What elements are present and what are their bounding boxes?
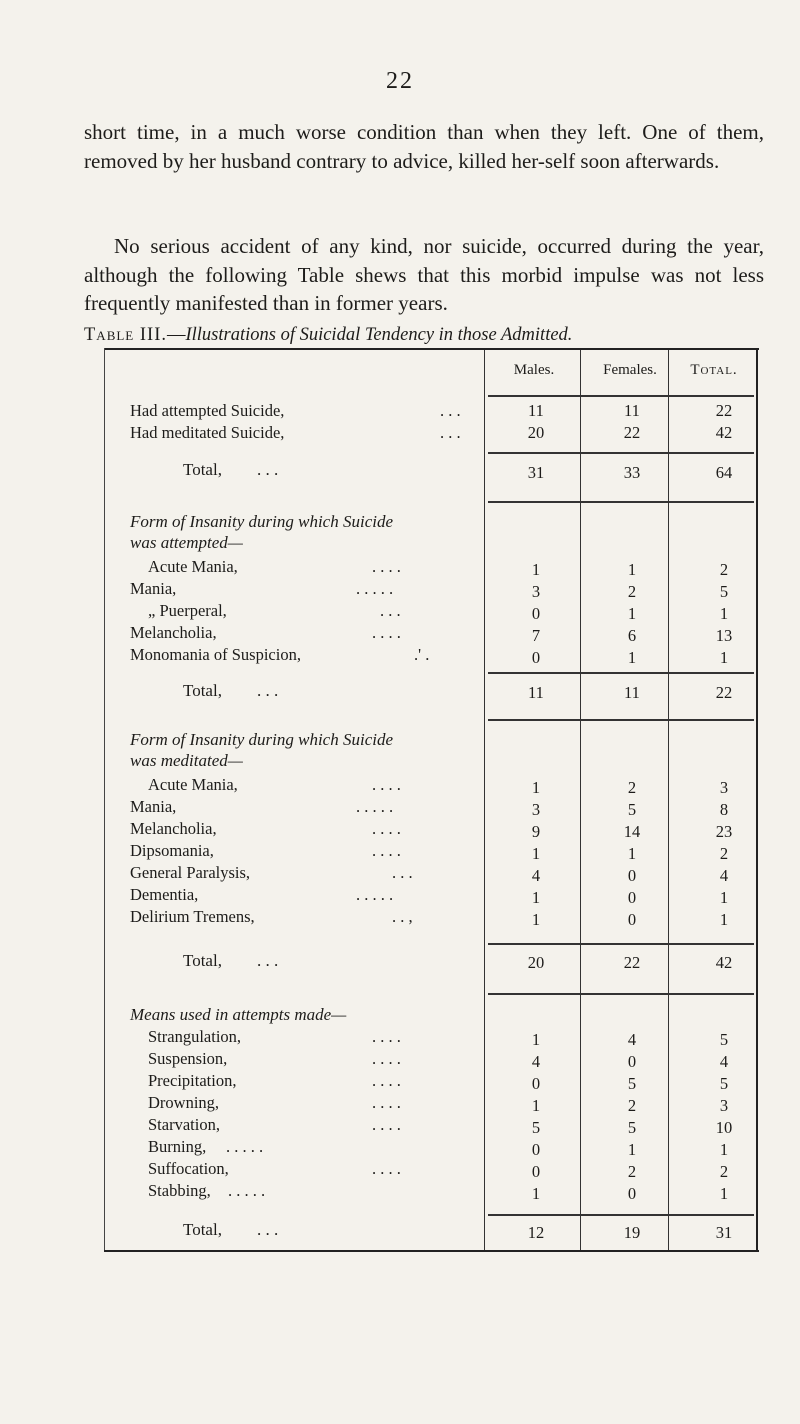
- s2-row-label: [130, 579, 394, 599]
- s2-row1-females: 1: [627, 560, 637, 579]
- s1-end-rule: [488, 501, 754, 503]
- total-text: Total,: [183, 1220, 222, 1239]
- s3-row4-males: 1: [531, 844, 541, 863]
- s1-row2-total: 42: [715, 423, 733, 442]
- s2-row-text: „ Puerperal,: [148, 601, 227, 620]
- paragraph-1: short time, in a much worse condition than when they left. One of them, removed by her husband contrary to advice, killed her-self soon afterwards.: [84, 120, 764, 173]
- s4-row4-males: 1: [531, 1096, 541, 1115]
- s4-row3-females: 5: [627, 1074, 637, 1093]
- s4-row-text: Suspension,: [148, 1049, 228, 1068]
- s4-row1-females: 4: [627, 1030, 637, 1049]
- leader-dots: . . . . .: [356, 579, 394, 598]
- table-top-rule: [104, 348, 759, 350]
- s4-row-text: Strangulation,: [148, 1027, 242, 1046]
- s3-end-rule: [488, 993, 754, 995]
- leader-dots: . . .: [440, 401, 461, 420]
- s2-total-females: 11: [624, 683, 640, 702]
- s3-total-rule: [488, 943, 754, 945]
- s4-row-text: Suffocation,: [148, 1159, 229, 1178]
- s2-row2-males: 3: [531, 582, 541, 601]
- s2-row4-males: 7: [531, 626, 541, 645]
- s3-row-text: Melancholia,: [130, 819, 217, 838]
- s4-row6-females: 1: [627, 1140, 637, 1159]
- s4-row5-total: 10: [715, 1118, 733, 1137]
- header-females: Females.: [603, 362, 657, 378]
- table-left-rule: [104, 348, 105, 1252]
- s3-total-total: 42: [715, 953, 733, 972]
- s4-row5-females: 5: [627, 1118, 637, 1137]
- leader-dots: . . . . .: [226, 1137, 264, 1156]
- s4-total-females: 19: [623, 1223, 641, 1242]
- total-text: Total,: [183, 681, 222, 700]
- s4-heading-1: Means used in attempts made—: [130, 1005, 347, 1024]
- leader-dots: . . .: [257, 1220, 279, 1239]
- s2-end-rule: [488, 719, 754, 721]
- s3-row6-females: 0: [627, 888, 637, 907]
- s3-row-label: [130, 863, 413, 883]
- s2-row1-total: 2: [719, 560, 729, 579]
- s1-row2-males: 20: [527, 423, 545, 442]
- s4-row2-males: 4: [531, 1052, 541, 1071]
- s4-row-label: [148, 1071, 401, 1091]
- s1-row1-total: 22: [715, 401, 733, 420]
- s3-total-males: 20: [527, 953, 545, 972]
- s3-row6-total: 1: [719, 888, 729, 907]
- s3-row1-total: 3: [719, 778, 729, 797]
- leader-dots: . . .: [257, 951, 279, 970]
- s3-row7-females: 0: [627, 910, 637, 929]
- total-text: Total,: [183, 460, 222, 479]
- s2-row-text: Monomania of Suspicion,: [130, 645, 301, 664]
- s4-row-label: [148, 1137, 264, 1157]
- s3-row5-total: 4: [719, 866, 729, 885]
- s4-row3-males: 0: [531, 1074, 541, 1093]
- leader-dots: . . . . .: [356, 885, 394, 904]
- table-right-rule: [756, 348, 758, 1252]
- s4-row-label: [148, 1159, 401, 1179]
- s2-row-label: [148, 601, 401, 621]
- s3-heading-1: Form of Insanity during which Suicide: [130, 730, 394, 749]
- s2-row5-females: 1: [627, 648, 637, 667]
- s3-row-text: Acute Mania,: [148, 775, 238, 794]
- leader-dots: . . . .: [372, 623, 401, 642]
- header-total: Total.: [690, 362, 738, 378]
- s3-row-label: [130, 907, 413, 927]
- s3-row5-females: 0: [627, 866, 637, 885]
- s2-row3-females: 1: [627, 604, 637, 623]
- s2-row-label: [148, 557, 401, 577]
- leader-dots: . . . .: [372, 1027, 401, 1046]
- leader-dots: . . . .: [372, 1049, 401, 1068]
- s4-row-text: Precipitation,: [148, 1071, 237, 1090]
- s4-row8-females: 0: [627, 1184, 637, 1203]
- s2-row2-total: 5: [719, 582, 729, 601]
- s1-total-females: 33: [623, 463, 641, 482]
- s3-row4-females: 1: [627, 844, 637, 863]
- s4-row5-males: 5: [531, 1118, 541, 1137]
- s4-row2-females: 0: [627, 1052, 637, 1071]
- s2-heading-2: was attempted—: [130, 533, 243, 552]
- header-males: Males.: [513, 362, 555, 378]
- s2-row2-females: 2: [627, 582, 637, 601]
- s2-row5-males: 0: [531, 648, 541, 667]
- s4-row7-males: 0: [531, 1162, 541, 1181]
- page-number: 22: [386, 68, 414, 94]
- s2-row4-females: 6: [627, 626, 637, 645]
- s4-row3-total: 5: [719, 1074, 729, 1093]
- s2-total-rule: [488, 672, 754, 674]
- s3-row3-total: 23: [715, 822, 733, 841]
- s1-total-rule: [488, 452, 754, 454]
- s2-row-label: [130, 645, 430, 665]
- table-label: Table III.: [84, 325, 167, 345]
- s3-row1-males: 1: [531, 778, 541, 797]
- s4-row1-total: 5: [719, 1030, 729, 1049]
- s4-row-text: Burning,: [148, 1137, 207, 1156]
- s1-row1-females: 11: [624, 401, 640, 420]
- s4-row6-males: 0: [531, 1140, 541, 1159]
- s4-row-label: [148, 1115, 401, 1135]
- s2-row-text: Melancholia,: [130, 623, 217, 642]
- s2-row-label: [130, 623, 401, 643]
- s2-heading-1: Form of Insanity during which Suicide: [130, 512, 394, 531]
- s3-row-label: [130, 819, 401, 839]
- s2-row4-total: 13: [715, 626, 733, 645]
- s2-row-text: Mania,: [130, 579, 177, 598]
- leader-dots: . . . .: [372, 1115, 401, 1134]
- s4-total-rule: [488, 1214, 754, 1216]
- table-title: Illustrations of Suicidal Tendency in those Admitted.: [185, 325, 573, 345]
- leader-dots: . . ,: [392, 907, 413, 926]
- s3-row2-total: 8: [719, 800, 729, 819]
- s1-row2-females: 22: [623, 423, 641, 442]
- leader-dots: . . . .: [372, 1159, 401, 1178]
- s1-total-label: [183, 460, 279, 480]
- leader-dots: . . .: [392, 863, 413, 882]
- leader-dots: . . . .: [372, 819, 401, 838]
- s1-row1-males: 11: [528, 401, 544, 420]
- s4-total-males: 12: [527, 1223, 545, 1242]
- s4-row-label: [148, 1027, 401, 1047]
- col-sep-2: [580, 350, 581, 1250]
- leader-dots: . . . .: [372, 775, 401, 794]
- s3-row-text: Dementia,: [130, 885, 199, 904]
- s2-total-label: [183, 681, 279, 701]
- s3-row2-males: 3: [531, 800, 541, 819]
- s1-row-text: Had meditated Suicide,: [130, 423, 285, 442]
- s4-row7-females: 2: [627, 1162, 637, 1181]
- s4-row-label: [148, 1093, 401, 1113]
- s3-row7-males: 1: [531, 910, 541, 929]
- s3-total-label: [183, 951, 279, 971]
- s2-row-text: Acute Mania,: [148, 557, 238, 576]
- leader-dots: . . . .: [372, 1071, 401, 1090]
- leader-dots: . . .: [440, 423, 461, 442]
- s4-row2-total: 4: [719, 1052, 729, 1071]
- s1-total-males: 31: [527, 463, 545, 482]
- s4-row7-total: 2: [719, 1162, 729, 1181]
- header-rule: [488, 395, 754, 397]
- leader-dots: . . . .: [372, 841, 401, 860]
- s3-row3-females: 14: [623, 822, 641, 841]
- s3-row6-males: 1: [531, 888, 541, 907]
- s3-heading-2: was meditated—: [130, 751, 243, 770]
- s3-row2-females: 5: [627, 800, 637, 819]
- table-caption: [84, 325, 774, 346]
- caption-dash: —: [166, 325, 186, 345]
- s2-row5-total: 1: [719, 648, 729, 667]
- s4-row4-females: 2: [627, 1096, 637, 1115]
- s3-row5-males: 4: [531, 866, 541, 885]
- s3-row-label: [148, 775, 401, 795]
- s4-row-label: [148, 1181, 266, 1201]
- s3-row-label: [130, 841, 401, 861]
- s3-row-text: Mania,: [130, 797, 177, 816]
- s1-total-total: 64: [715, 463, 733, 482]
- s3-row-text: Dipsomania,: [130, 841, 214, 860]
- s3-row-label: [130, 797, 394, 817]
- leader-dots: . . .: [257, 460, 279, 479]
- s3-row7-total: 1: [719, 910, 729, 929]
- s4-row-text: Drowning,: [148, 1093, 220, 1112]
- leader-dots: . . . .: [372, 557, 401, 576]
- s3-row4-total: 2: [719, 844, 729, 863]
- leader-dots: . . . . .: [228, 1181, 266, 1200]
- s4-row8-males: 1: [531, 1184, 541, 1203]
- s4-row8-total: 1: [719, 1184, 729, 1203]
- s2-total-total: 22: [715, 683, 733, 702]
- leader-dots: .' .: [414, 645, 430, 664]
- s1-row-label: [130, 423, 461, 443]
- s2-row3-males: 0: [531, 604, 541, 623]
- s4-row-text: Stabbing,: [148, 1181, 211, 1200]
- col-sep-3: [668, 350, 669, 1250]
- s4-row-label: [148, 1049, 401, 1069]
- s2-row1-males: 1: [531, 560, 541, 579]
- s4-row4-total: 3: [719, 1096, 729, 1115]
- s4-row-text: Starvation,: [148, 1115, 220, 1134]
- s3-row-text: General Paralysis,: [130, 863, 251, 882]
- total-text: Total,: [183, 951, 222, 970]
- table-bottom-rule: [104, 1250, 759, 1252]
- s3-row-label: [130, 885, 394, 905]
- s2-total-males: 11: [528, 683, 544, 702]
- s3-total-females: 22: [623, 953, 641, 972]
- s3-row3-males: 9: [531, 822, 541, 841]
- s4-row6-total: 1: [719, 1140, 729, 1159]
- s4-total-label: [183, 1220, 279, 1240]
- paragraph-2: No serious accident of any kind, nor suicide, occurred during the year, although the following Table shews that this morbid impulse was not less frequently manifested than in former years.: [84, 234, 764, 315]
- col-sep-1: [484, 350, 485, 1250]
- leader-dots: . . .: [380, 601, 401, 620]
- leader-dots: . . . .: [372, 1093, 401, 1112]
- leader-dots: . . .: [257, 681, 279, 700]
- leader-dots: . . . . .: [356, 797, 394, 816]
- s4-total-total: 31: [715, 1223, 733, 1242]
- s1-row-label: [130, 401, 461, 421]
- s3-row1-females: 2: [627, 778, 637, 797]
- s2-row3-total: 1: [719, 604, 729, 623]
- s1-row-text: Had attempted Suicide,: [130, 401, 285, 420]
- s3-row-text: Delirium Tremens,: [130, 907, 255, 926]
- s4-row1-males: 1: [531, 1030, 541, 1049]
